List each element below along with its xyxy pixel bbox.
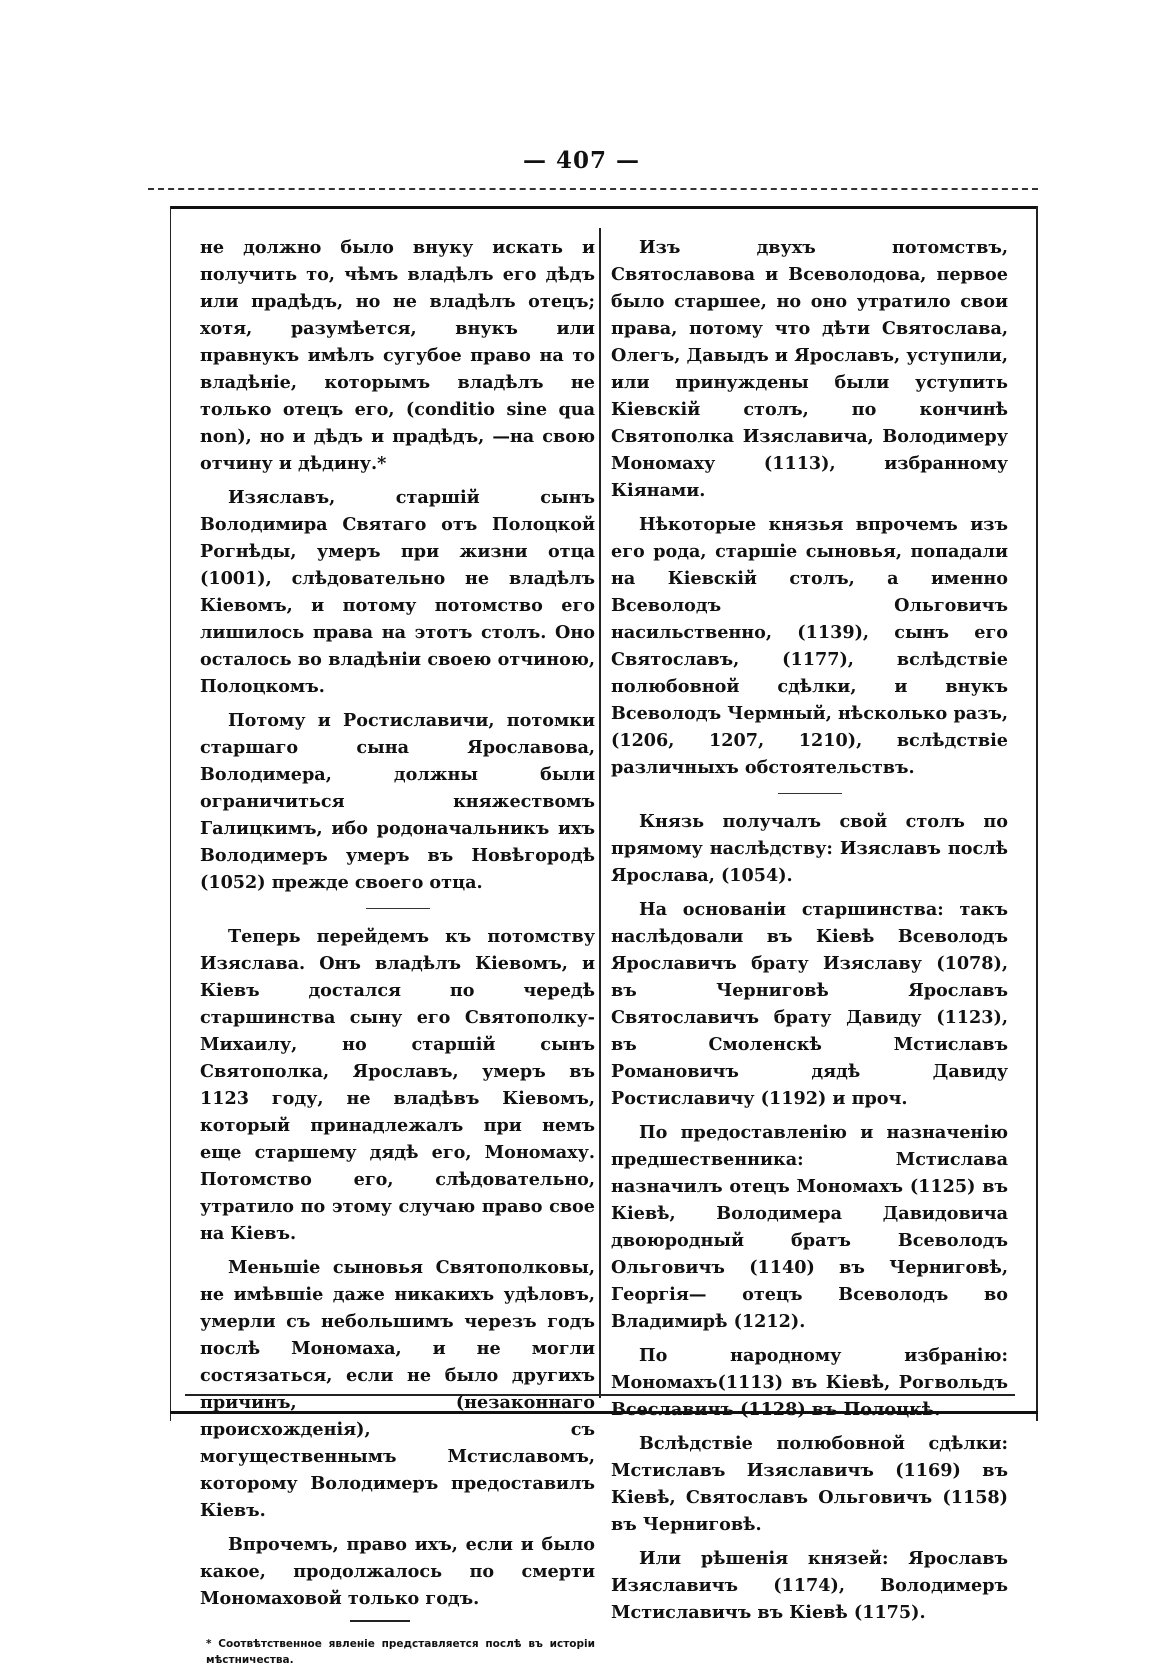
- section-divider: [366, 908, 430, 909]
- paragraph: По народному избранію: Мономахъ(1113) въ Кіевѣ, Рогвольдъ Всеславичъ (1128) въ Полоцкѣ.: [611, 1345, 1008, 1420]
- column-divider: [599, 228, 601, 1398]
- paragraph: Впрочемъ, право ихъ, если и было какое, продолжалось по смерти Мономаховой только годъ.: [200, 1534, 595, 1609]
- paragraph: Князь получалъ свой столъ по прямому наслѣдству: Изяславъ послѣ Ярослава, (1054).: [611, 811, 1008, 886]
- frame-top-rule: [170, 206, 1038, 209]
- right-column: [611, 234, 1008, 1633]
- frame-left-border: [170, 206, 171, 1421]
- left-column: [200, 234, 595, 1668]
- paragraph: По предоставленію и назначенію предшественника: Мстислава назначилъ отецъ Мономахъ (1125) въ Кіевѣ, Володимера Давидовича двоюродный братъ Всеволодъ Ольговичъ (1140) въ Черниговѣ, Георгія— отецъ Всеволодъ во Владимирѣ (1212).: [611, 1122, 1008, 1332]
- paragraph: Изяславъ, старшій сынъ Володимира Святаго отъ Полоцкой Рогнѣды, умеръ при жизни отца (1001), слѣдовательно не владѣлъ Кіевомъ, и потому потомство его лишилось права на этотъ столъ. Оно осталось во владѣніи своею отчиною, Полоцкомъ.: [200, 487, 595, 697]
- section-divider: [778, 793, 842, 794]
- paragraph: Меньшіе сыновья Святополковы, не имѣвшіе даже никакихъ удѣловъ, умерли съ небольшимъ черезъ годъ послѣ Мономаха, и не могли состязаться, если не было другихъ причинъ, (незаконнаго происхожденія), съ могущественнымъ Мстиславомъ, которому Володимеръ предоставилъ Кіевъ.: [200, 1257, 595, 1521]
- paragraph: Потому и Ростиславичи, потомки старшаго сына Ярославова, Володимера, должны были ограничиться княжествомъ Галицкимъ, ибо родоначальникъ ихъ Володимеръ умеръ въ Новѣгородѣ (1052) прежде своего отца.: [200, 710, 595, 893]
- footnote: * Соотвѣтственное явленіе представляется послѣ въ исторіи мѣстничества.: [206, 1638, 595, 1666]
- footnote-rule: [350, 1620, 410, 1622]
- page-number: — 407 —: [522, 147, 641, 174]
- paragraph: Теперь перейдемъ къ потомству Изяслава. Онъ владѣлъ Кіевомъ, и Кіевъ достался по чередѣ старшинства сыну его Святополку-Михаилу, но старшій сынъ Святополка, Ярославъ, умеръ въ 1123 году, не владѣвъ Кіевомъ, который принадлежалъ при немъ еще старшему дядѣ его, Мономаху. Потомство его, слѣдовательно, утратило по этому случаю право свое на Кіевъ.: [200, 926, 595, 1244]
- paragraph: Изъ двухъ потомствъ, Святославова и Всеволодова, первое было старшее, но оно утратило свои права, потому что дѣти Святослава, Олегъ, Давыдъ и Ярославъ, уступили, или принуждены были уступить Кіевскій столъ, по кончинѣ Святополка Изяславича, Володимеру Мономаху (1113), избранному Кіянами.: [611, 237, 1008, 501]
- frame-right-border: [1036, 206, 1038, 1421]
- paragraph: не должно было внуку искать и получить то, чѣмъ владѣлъ его дѣдъ или прадѣдъ, но не владѣлъ отецъ; хотя, разумѣется, внукъ или правнукъ имѣлъ сугубое право на то владѣніе, которымъ владѣлъ не только отецъ его, (conditio sine qua non), но и дѣдъ и прадѣдъ, —на свою отчину и дѣдину.*: [200, 237, 595, 474]
- paragraph: Вслѣдствіе полюбовной сдѣлки: Мстиславъ Изяславичъ (1169) въ Кіевѣ, Святославъ Ольговичъ (1158) въ Черниговѣ.: [611, 1433, 1008, 1535]
- paragraph: Нѣкоторые князья впрочемъ изъ его рода, старшіе сыновья, попадали на Кіевскій столъ, а именно Всеволодъ Ольговичъ насильственно, (1139), сынъ его Святославъ, (1177), вслѣдствіе полюбовной сдѣлки, и внукъ Всеволодъ Чермный, нѣсколько разъ, (1206, 1207, 1210), вслѣдствіе различныхъ обстоятельствъ.: [611, 514, 1008, 778]
- paragraph: Или рѣшенія князей: Ярославъ Изяславичъ (1174), Володимеръ Мстиславичъ въ Кіевѣ (1175).: [611, 1548, 1008, 1623]
- paragraph: На основаніи старшинства: такъ наслѣдовали въ Кіевѣ Всеволодъ Ярославичъ брату Изяславу (1078), въ Черниговѣ Ярославъ Святославичъ брату Давиду (1123), въ Смоленскѣ Мстиславъ Романовичъ дядѣ Давиду Ростиславичу (1192) и проч.: [611, 899, 1008, 1109]
- header-dashed-rule: [148, 188, 1038, 190]
